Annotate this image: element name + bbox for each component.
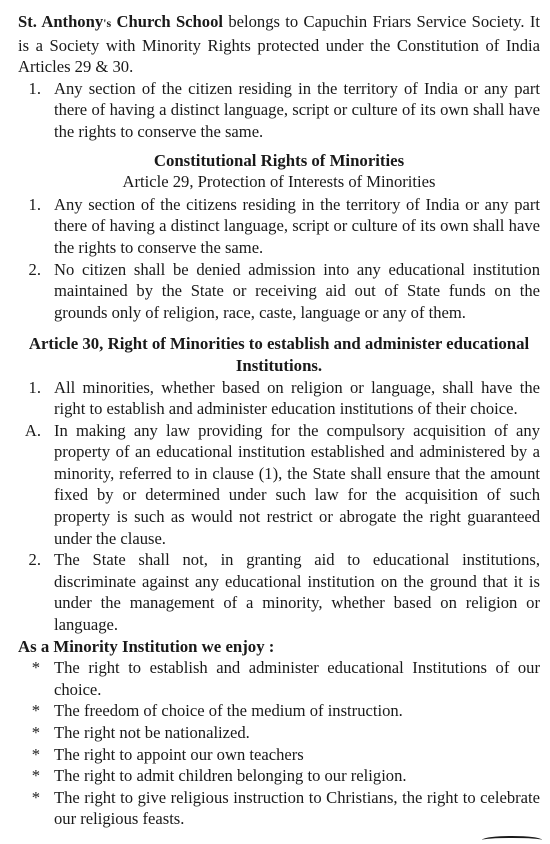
- bullet-asterisk: *: [31, 787, 40, 807]
- school-name-second: Church School: [116, 12, 223, 31]
- school-name-first: St. Anthony: [18, 12, 104, 31]
- page-edge-mark: [482, 836, 542, 844]
- section-heading-minority-institution: As a Minority Institution we enjoy :: [18, 636, 275, 656]
- school-name: [18, 12, 223, 31]
- list-item-text: Any section of the citizen residing in the territory of India or any part there of having a distinct language, script or culture of its own shall have the rights to conserve the same.: [54, 78, 540, 141]
- list-item: [18, 700, 540, 722]
- list-item: [18, 722, 540, 744]
- article-30-list: [18, 377, 540, 636]
- list-number: 1.: [28, 194, 41, 214]
- list-item-text: The right to establish and administer educational Institutions of our choice.: [54, 658, 540, 699]
- section-heading-article-30: Article 30, Right of Minorities to establish and administer educational Institutions.: [28, 334, 530, 375]
- intro-paragraph: [18, 11, 540, 78]
- school-name-apostrophe: 's: [103, 16, 112, 30]
- list-number: 1.: [28, 377, 41, 397]
- section-heading-constitutional-rights: Constitutional Rights of Minorities: [153, 150, 405, 170]
- bullet-asterisk: *: [31, 744, 40, 764]
- list-number: 2.: [28, 550, 41, 570]
- list-item-text: In making any law providing for the compulsory acquisition of any property of an educational institution established and administered by a minority, referred to in clause (1), the State shall ensure that the amount fixed by or determined under such law for the acquisition of such property is such as would not restrict or abrogate the right guaranteed under the clause.: [54, 420, 540, 548]
- bullet-asterisk: *: [31, 701, 40, 721]
- list-item: [18, 78, 540, 143]
- list-letter: A.: [24, 420, 41, 440]
- section-subheading-article-29: Article 29, Protection of Interests of Minorities: [122, 172, 436, 192]
- list-item: [18, 420, 540, 550]
- list-item-text: All minorities, whether based on religion or language, shall have the right to establish and administer education institutions of their choice.: [54, 377, 540, 419]
- list-item: [18, 657, 540, 700]
- list-item: [18, 259, 540, 324]
- list-item: [18, 765, 540, 787]
- bullet-asterisk: *: [31, 766, 40, 786]
- bullet-asterisk: *: [31, 723, 40, 742]
- list-item: [18, 549, 540, 635]
- intro-text: belongs to Capuchin Friars Service Society. It is a Society with Minority Rights protected under the Constitution of India Articles 29 & 30.: [18, 12, 540, 77]
- list-item-text: The State shall not, in granting aid to educational institutions, discriminate against any educational institution on the ground that it is under the management of a minority, whether based on religion or language.: [54, 550, 540, 635]
- list-number: 2.: [28, 259, 41, 279]
- list-item-text: The right to admit children belonging to our religion.: [54, 766, 407, 786]
- list-item-text: The right not be nationalized.: [54, 723, 250, 742]
- list-item: [18, 787, 540, 830]
- list-item: [18, 744, 540, 766]
- list-item-text: The freedom of choice of the medium of instruction.: [54, 701, 403, 721]
- list-item-text: No citizen shall be denied admission into any educational institution maintained by the State or receiving aid out of State funds on the grounds only of religion, race, caste, language or any of them.: [54, 259, 540, 322]
- article-29-list: [18, 194, 540, 324]
- bullet-asterisk: *: [31, 658, 40, 678]
- list-item-text: The right to appoint our own teachers: [54, 744, 304, 764]
- document-page: [18, 11, 540, 830]
- list-item: [18, 194, 540, 259]
- list-number: 1.: [28, 78, 41, 98]
- minority-rights-list: [18, 657, 540, 830]
- list-item-text: The right to give religious instruction to Christians, the right to celebrate our religious feasts.: [54, 787, 540, 829]
- intro-list: [18, 78, 540, 143]
- list-item-text: Any section of the citizens residing in the territory of India or any part there of having a distinct language, script or culture of its own shall have the rights to conserve the same.: [54, 194, 540, 257]
- list-item: [18, 377, 540, 420]
